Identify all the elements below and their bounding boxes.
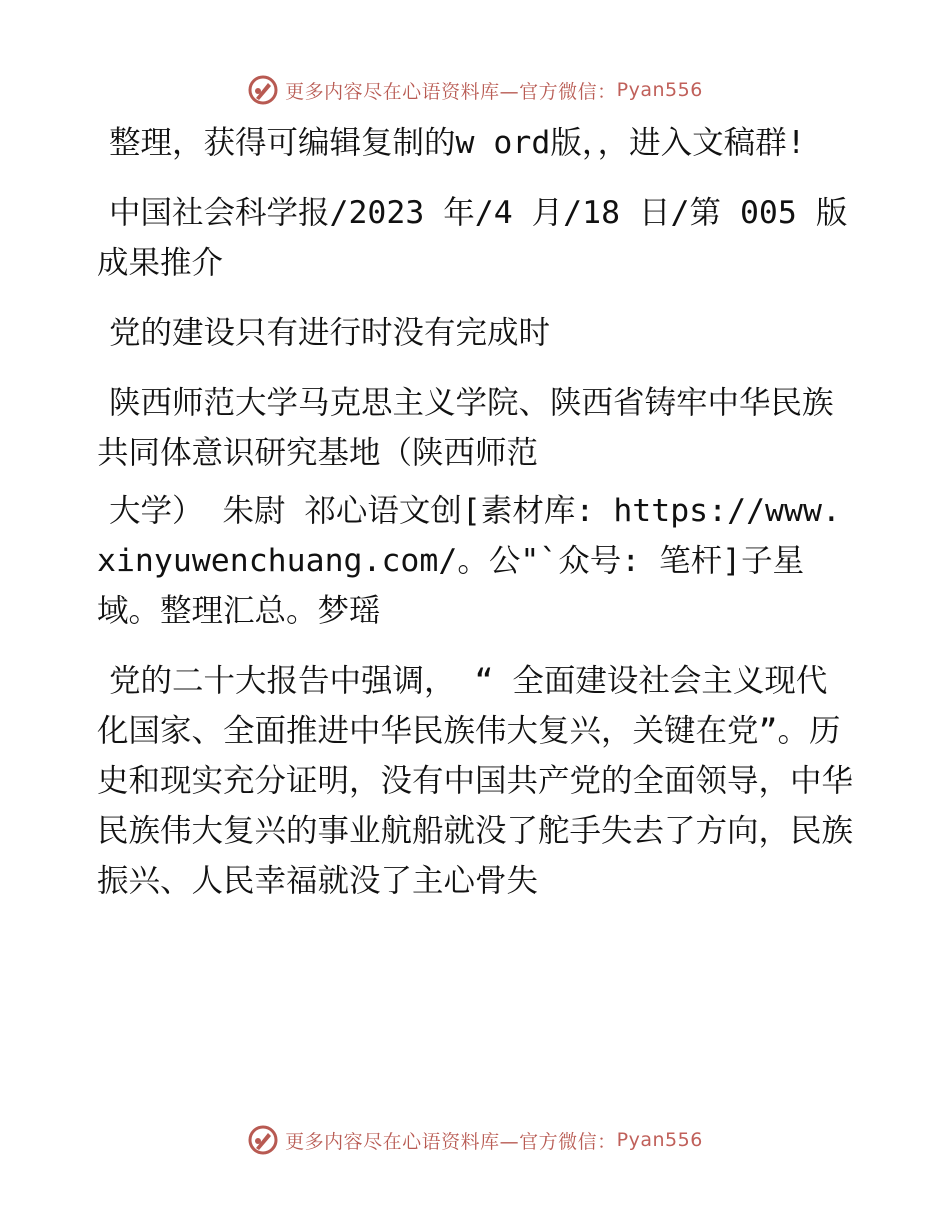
paragraph-body: 党的二十大报告中强调， “ 全面建设社会主义现代化国家、全面推进中华民族伟大复兴，关键在党”。历史和现实充分证明，没有中国共产党的全面领导，中华民族伟大复兴的事业航船就没了舵手失去了方向，民族振兴、人民幸福就没了主心骨失	[97, 663, 854, 899]
author-line: 大学） 朱尉 祁心语文创[素材库: https://www.xinyuwenchuang.com/。公"`众号: 笔杆]子星域。整理汇总。梦瑶	[97, 493, 841, 629]
watermark-text: 更多内容尽在心语资料库—官方微信：	[285, 80, 617, 103]
header-watermark	[0, 70, 950, 110]
document-body	[97, 118, 857, 926]
paragraph-intro: 整理，获得可编辑复制的w ord版，，进入文稿群!	[109, 125, 806, 161]
pen-circle-logo-icon	[247, 1124, 279, 1156]
footer-watermark	[0, 1120, 950, 1160]
watermark-text: 更多内容尽在心语资料库—官方微信：	[285, 1130, 617, 1153]
watermark-account: Pyan556	[616, 79, 703, 101]
watermark-account: Pyan556	[616, 1129, 703, 1151]
article-title: 党的建设只有进行时没有完成时	[109, 315, 551, 351]
pen-circle-logo-icon	[247, 74, 279, 106]
paragraph-source: 中国社会科学报/2023 年/4 月/18 日/第 005 版成果推介	[97, 195, 848, 281]
author-affiliation: 陕西师范大学马克思主义学院、陕西省铸牢中华民族共同体意识研究基地（陕西师范	[97, 385, 834, 471]
